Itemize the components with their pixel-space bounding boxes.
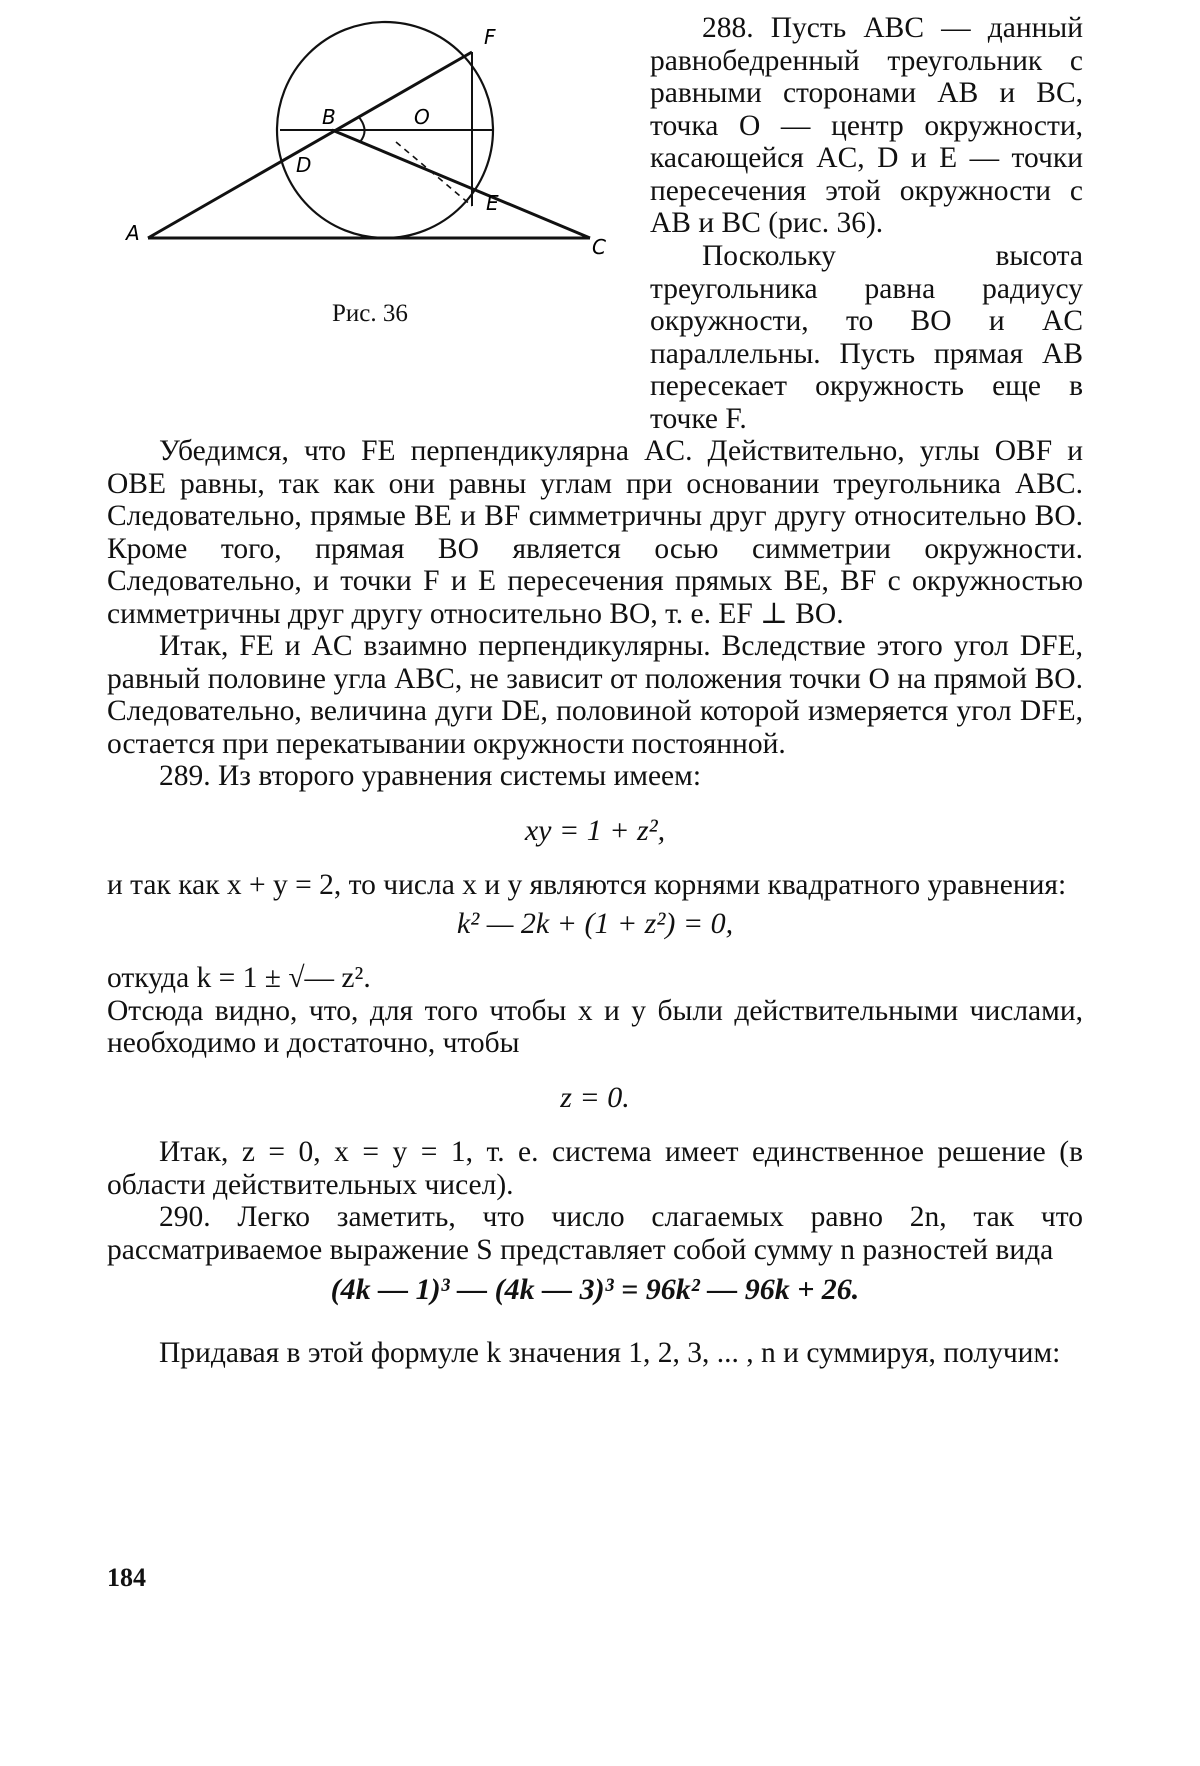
formula: xy = 1 + z², xyxy=(524,813,666,847)
paragraph: Итак, FE и AC взаимно перпендикулярны. Вследствие этого угол DFE, равный половине угла ABC, не зависит от положения точки O на прямой BO. Следовательно, величина дуги DE, половиной которой измеряется угол DFE, остается при перекатывании окружности постоянной. xyxy=(107,630,1083,760)
paragraph: Итак, z = 0, x = y = 1, т. е. система имеет единственное решение (в области действительных чисел). xyxy=(107,1136,1083,1201)
label-e: E xyxy=(486,191,499,215)
paragraph: откуда k = 1 ± √— z². xyxy=(107,962,371,994)
label-o: O xyxy=(414,105,430,129)
paragraph: и так как x + y = 2, то числа x и y являются корнями квадратного уравнения: xyxy=(107,869,1067,901)
label-c: C xyxy=(592,235,606,259)
label-b: B xyxy=(322,105,336,129)
main-text xyxy=(107,240,1083,1369)
paragraph: Отсюда видно, что, для того чтобы x и y были действительными числами, необходимо и достаточно, чтобы xyxy=(107,994,1083,1059)
label-d: D xyxy=(296,153,312,177)
formula: (4k — 1)³ — (4k — 3)³ = 96k² — 96k + 26. xyxy=(330,1273,860,1306)
paragraph: 290. Легко заметить, что число слагаемых равно 2n, так что рассматриваемое выражение S представляет собой сумму n разностей вида xyxy=(107,1201,1083,1266)
label-a: A xyxy=(126,221,140,245)
formula: k² — 2k + (1 + z²) = 0, xyxy=(456,906,734,940)
problem-288-intro xyxy=(650,12,1083,240)
formula: z = 0. xyxy=(560,1080,630,1114)
label-f: F xyxy=(484,25,496,49)
paragraph: 288. Пусть ABC — данный равнобедренный треугольник с равными сторонами AB и BC, точка O — центр окружности, касающейся AC, D и E — точки пересечения этой окружности с AB и BC (рис. 36). xyxy=(650,12,1083,239)
segment-bc xyxy=(332,130,590,238)
paragraph: 289. Из второго уравнения системы имеем: xyxy=(159,760,702,792)
segment-af xyxy=(148,52,472,238)
page-number: 184 xyxy=(107,1563,146,1592)
paragraph: Убедимся, что FE перпендикулярна AC. Действительно, углы OBF и OBE равны, так как они равны углам при основании треугольника ABC. Следовательно, прямые BE и BF симметричны друг другу относительно BO. Кроме того, прямая BO является осью симметрии окружности. Следовательно, и точки F и E пересечения прямых BE, BF с окружностью симметричны друг другу относительно BO, т. е. EF ⊥ BO. xyxy=(107,435,1083,630)
paragraph: Придавая в этой формуле k значения 1, 2, 3, ... , n и суммируя, получим: xyxy=(159,1336,1061,1369)
segment-oe-dashed xyxy=(396,142,472,206)
paragraph: Поскольку высота треугольника равна радиусу окружности, то BO и AC параллельны. Пусть прямая AB пересекает окружность еще в точке F. xyxy=(650,240,1083,435)
figure-caption: Рис. 36 xyxy=(332,300,408,327)
